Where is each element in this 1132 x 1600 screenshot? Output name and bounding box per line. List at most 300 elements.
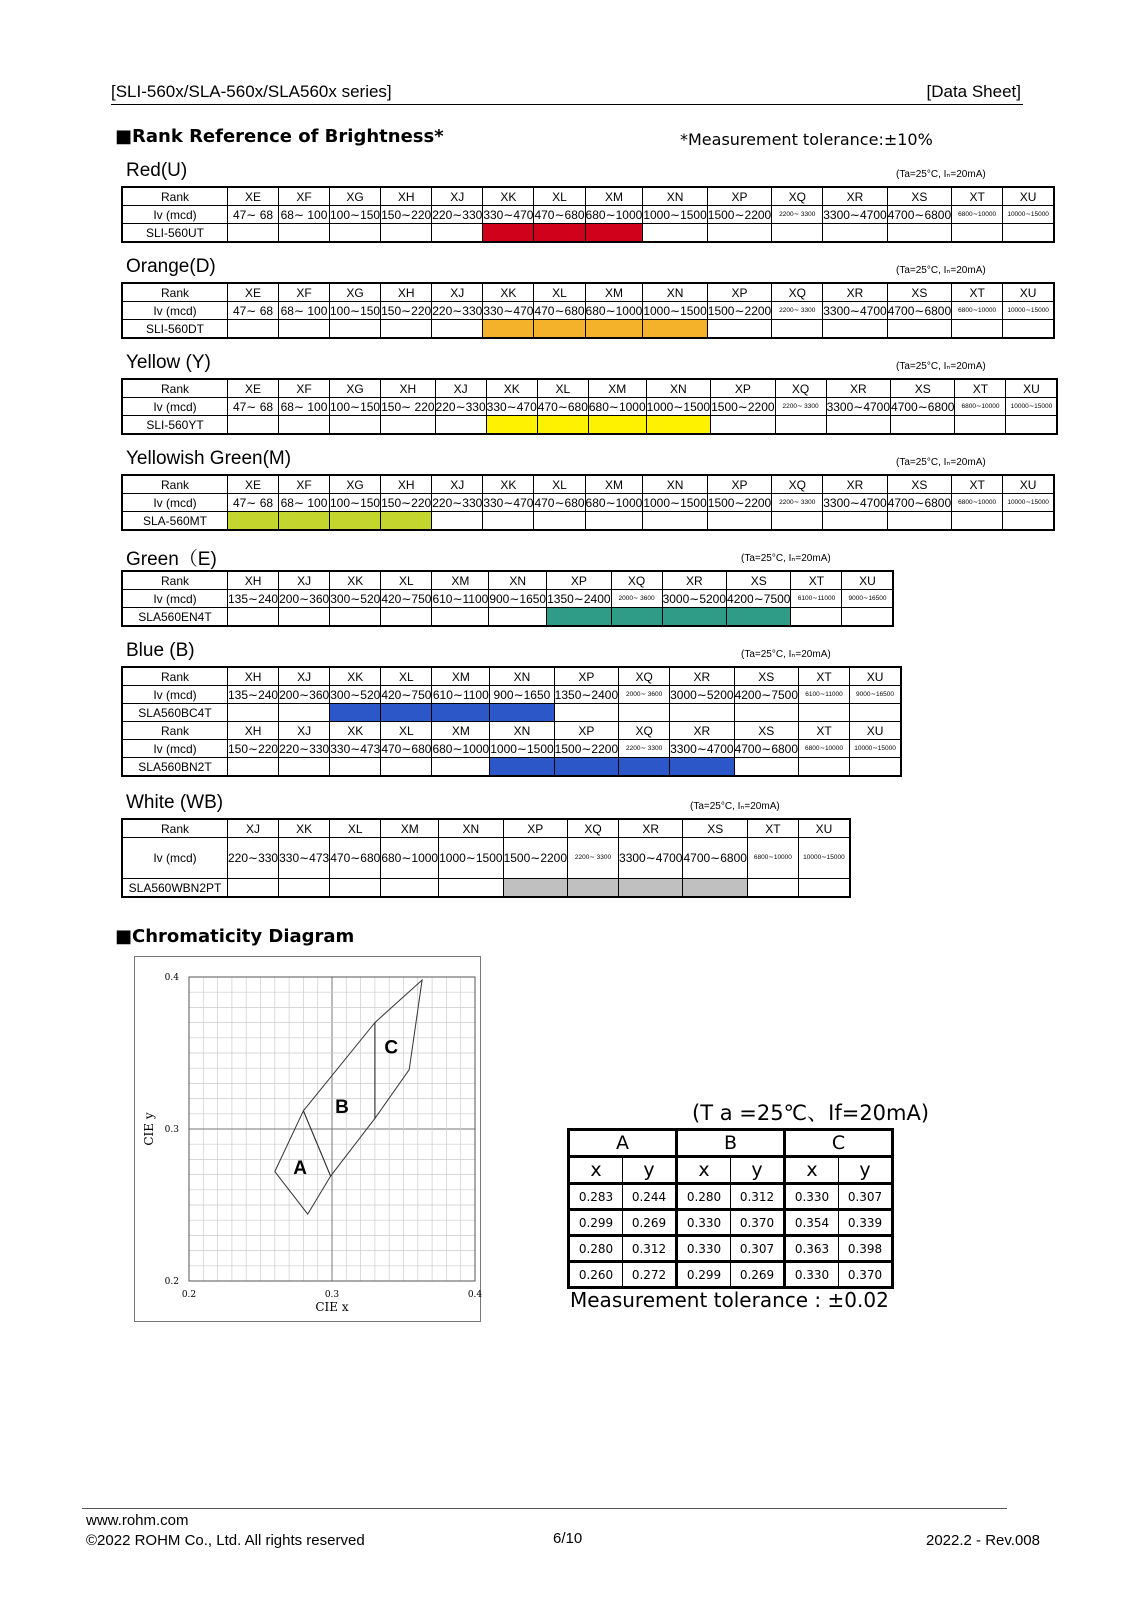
rank-cell (1003, 320, 1055, 339)
footer-site: www.rohm.com (86, 1512, 189, 1529)
footer-copyright: ©2022 ROHM Co., Ltd. All rights reserved (86, 1532, 365, 1549)
rank-cell (798, 879, 850, 898)
iv-range: 68∼ 100 (279, 302, 330, 320)
rank-code: XJ (432, 187, 483, 206)
rank-cell (228, 224, 279, 243)
x-axis-label: CIE x (315, 1300, 349, 1314)
rank-row (122, 379, 1057, 398)
rank-code: XG (330, 283, 381, 302)
group-header-row (569, 1130, 893, 1157)
red-title: Red(U) (126, 160, 188, 181)
rank-code: XH (381, 283, 432, 302)
header-series: [SLI-560x/SLA-560x/SLA560x series] (111, 82, 392, 101)
rank-code: XJ (432, 283, 483, 302)
rank-cell (772, 512, 823, 531)
blue-title: Blue (B) (126, 640, 195, 661)
rank-cell (381, 879, 439, 898)
rank-code: XK (330, 667, 381, 686)
rank-cell (432, 512, 483, 531)
iv-row (122, 302, 1054, 320)
rank-label: Rank (122, 187, 228, 206)
iv-range: 220∼330 (432, 495, 483, 510)
rank-cell (643, 512, 707, 531)
rank-row (122, 187, 1054, 206)
rank-cell (711, 416, 775, 435)
white-title: White (WB) (126, 792, 224, 813)
iv-range: 100∼150 (330, 303, 381, 318)
group-b: B (677, 1130, 785, 1157)
rank-cell (1006, 416, 1058, 435)
rank-code: XT (799, 722, 850, 740)
rank-code: XJ (432, 475, 483, 494)
iv-range: 1350∼2400 (554, 687, 619, 702)
rank-cell (483, 224, 534, 243)
rank-cell (850, 758, 902, 777)
iv-range: 680∼1000 (381, 838, 439, 879)
rank-code: XP (554, 667, 618, 686)
col-header: y (623, 1157, 677, 1184)
rank-code: XM (432, 571, 489, 590)
part-number: SLI-560DT (122, 320, 228, 339)
rank-code: XR (670, 722, 734, 740)
cell: 0.280 (677, 1184, 731, 1210)
iv-range: 1500∼2200 (711, 399, 775, 414)
rank-cell (279, 704, 330, 722)
iv-range: 330∼470 (483, 495, 534, 510)
iv-range: 1500∼2200 (503, 838, 567, 879)
rank-code: XM (381, 819, 439, 838)
iv-label: Iv (mcd) (122, 740, 228, 758)
rank-code: XS (887, 187, 951, 206)
iv-range: 100∼150 (330, 399, 381, 414)
iv-range: 420∼750 (381, 591, 432, 606)
rank-code: XK (279, 819, 330, 838)
rank-code: XK (330, 722, 381, 740)
iv-range: 220∼330 (432, 207, 483, 222)
rank-cell (670, 758, 734, 777)
iv-range: 10000∼15000 (1006, 398, 1058, 416)
rank-code: XH (381, 475, 432, 494)
blue-rank-table (121, 666, 902, 777)
rank-code: XF (279, 379, 330, 398)
cell: 0.330 (785, 1262, 839, 1288)
iv-range: 6800∼10000 (952, 302, 1003, 320)
part-number: SLA560BC4T (122, 704, 228, 722)
axis-header-row (569, 1157, 893, 1184)
rank-code: XR (826, 379, 890, 398)
footer-divider (82, 1508, 1007, 1509)
part-number: SLA560WBN2PT (122, 879, 228, 898)
rank-cell (826, 416, 890, 435)
iv-range: 4700∼6800 (683, 838, 747, 879)
group-a: A (569, 1130, 677, 1157)
iv-range: 6800∼10000 (747, 838, 798, 879)
rank-cell (619, 758, 670, 777)
iv-range: 68∼ 100 (279, 206, 330, 224)
rank-cell (330, 512, 381, 531)
rank-code: XH (228, 571, 279, 590)
part-number: SLA560BN2T (122, 758, 228, 777)
rank-code: XM (588, 379, 646, 398)
rank-code: XH (228, 722, 279, 740)
rank-cell (228, 512, 279, 531)
iv-range: 300∼520 (330, 687, 381, 702)
iv-range: 6800∼10000 (952, 206, 1003, 224)
rank-code: XS (734, 722, 798, 740)
y-tick-label: 0.4 (164, 973, 179, 983)
iv-row (122, 494, 1054, 512)
iv-range: 900∼1650 (489, 591, 547, 606)
part-number: SLA560EN4T (122, 608, 228, 627)
rank-row (122, 283, 1054, 302)
iv-range: 3300∼4700 (823, 207, 887, 222)
cell: 0.312 (623, 1236, 677, 1262)
cell: 0.330 (677, 1210, 731, 1236)
green-title: Green（E) (126, 549, 217, 570)
rank-label: Rank (122, 571, 228, 590)
iv-range: 150∼ 220 (381, 399, 435, 414)
iv-range: 470∼680 (330, 838, 381, 879)
rank-cell (228, 879, 279, 898)
cell: 0.283 (569, 1184, 623, 1210)
iv-range: 300∼520 (330, 591, 381, 606)
cell: 0.307 (839, 1184, 893, 1210)
rank-cell (381, 416, 435, 435)
iv-range: 4700∼6800 (891, 399, 955, 414)
region-label-a: A (293, 1158, 307, 1180)
iv-range: 3300∼4700 (619, 838, 683, 879)
rank-code: XU (798, 819, 850, 838)
rank-cell (823, 224, 887, 243)
rank-cell (1003, 512, 1055, 531)
rank-tolerance-note: *Measurement tolerance:±10% (680, 130, 933, 149)
rank-code: XH (381, 187, 432, 206)
iv-range: 610∼1100 (432, 591, 489, 606)
rank-code: XR (662, 571, 726, 590)
rank-code: XN (643, 475, 707, 494)
col-header: y (839, 1157, 893, 1184)
rank-code: XQ (568, 819, 619, 838)
rank-code: XU (850, 667, 902, 686)
rank-cell (588, 416, 646, 435)
rank-cell (887, 224, 951, 243)
part-row (122, 224, 1054, 243)
x-tick-label: 0.4 (467, 1290, 483, 1300)
rank-code: XU (850, 722, 902, 740)
part-number: SLI-560UT (122, 224, 228, 243)
rank-code: XL (381, 722, 432, 740)
orange-title: Orange(D) (126, 256, 216, 277)
rank-cell (381, 224, 432, 243)
page-header (111, 82, 1023, 105)
iv-range: 470∼680 (534, 303, 585, 318)
rank-code: XF (279, 187, 330, 206)
rank-cell (490, 704, 554, 722)
iv-row-2 (122, 740, 901, 758)
rank-code: XT (747, 819, 798, 838)
rank-code: XK (483, 187, 534, 206)
orange-rank-table (121, 282, 1055, 339)
rank-cell (887, 512, 951, 531)
iv-range: 47∼ 68 (228, 302, 279, 320)
rank-cell (547, 608, 611, 627)
iv-range: 3300∼4700 (823, 495, 887, 510)
iv-range: 4700∼6800 (887, 303, 952, 318)
iv-range: 4200∼7500 (727, 591, 791, 606)
iv-range: 680∼1000 (585, 207, 643, 222)
rank-code: XT (952, 283, 1003, 302)
cell: 0.339 (839, 1210, 893, 1236)
iv-range: 10000∼15000 (798, 838, 850, 879)
iv-range: 3300∼4700 (826, 399, 891, 414)
rank-label: Rank (122, 722, 228, 740)
red-rank-table (121, 186, 1055, 243)
orange-condition: (Ta=25°C, Iₙ=20mA) (896, 265, 986, 276)
rank-code: XS (683, 819, 747, 838)
green-rank-table (121, 570, 894, 627)
iv-label: Iv (mcd) (122, 206, 228, 224)
col-header: x (677, 1157, 731, 1184)
rank-cell (486, 416, 537, 435)
rank-code: XE (228, 475, 279, 494)
iv-range: 1350∼2400 (547, 591, 611, 606)
rank-cell (439, 879, 503, 898)
rank-code: XN (439, 819, 503, 838)
y-tick-label: 0.2 (164, 1277, 179, 1287)
rank-code: XR (823, 187, 887, 206)
rank-cell (432, 758, 490, 777)
rank-code: XK (486, 379, 537, 398)
rank-cell (952, 224, 1003, 243)
chromaticity-chart (135, 957, 483, 1321)
iv-row (122, 590, 893, 608)
chromaticity-diagram (134, 956, 481, 1322)
rank-code: XQ (775, 379, 826, 398)
rank-label: Rank (122, 667, 228, 686)
rank-code: XN (646, 379, 710, 398)
iv-range: 470∼680 (381, 741, 432, 756)
iv-range: 220∼330 (432, 303, 483, 318)
rank-cell (585, 320, 643, 339)
rank-code: XK (483, 283, 534, 302)
iv-range: 2200∼ 3300 (772, 302, 823, 320)
rank-code: XM (585, 283, 643, 302)
rank-code: XG (330, 475, 381, 494)
rank-code: XK (330, 571, 381, 590)
rank-row (122, 475, 1054, 494)
part-row (122, 704, 901, 722)
iv-label: Iv (mcd) (122, 302, 228, 320)
col-header: x (785, 1157, 839, 1184)
rank-cell (330, 704, 381, 722)
rank-code: XT (952, 475, 1003, 494)
rank-code: XF (279, 283, 330, 302)
iv-range: 4200∼7500 (734, 687, 799, 702)
iv-range: 10000∼15000 (1003, 302, 1055, 320)
part-row (122, 512, 1054, 531)
rank-code: XL (330, 819, 381, 838)
iv-range: 1000∼1500 (646, 399, 711, 414)
rank-cell (772, 320, 823, 339)
iv-range: 1500∼2200 (554, 741, 619, 756)
iv-label: Iv (mcd) (122, 398, 228, 416)
iv-range: 680∼1000 (588, 399, 646, 414)
yellow-rank-table (121, 378, 1058, 435)
rank-cell (381, 758, 432, 777)
iv-range: 150∼220 (381, 303, 432, 318)
part-row (122, 320, 1054, 339)
rank-cell (952, 320, 1003, 339)
rank-row (122, 667, 901, 686)
rank-code: XN (490, 667, 554, 686)
rank-code: XP (547, 571, 611, 590)
rank-code: XN (643, 283, 707, 302)
rank-cell (330, 416, 381, 435)
cell: 0.363 (785, 1236, 839, 1262)
part-number: SLA-560MT (122, 512, 228, 531)
iv-range: 6800∼10000 (952, 494, 1003, 512)
rank-cell (707, 224, 771, 243)
white-rank-table (121, 818, 851, 898)
rank-cell (330, 224, 381, 243)
iv-range: 150∼220 (228, 741, 279, 756)
header-doc-type: [Data Sheet] (926, 82, 1021, 101)
chroma-table-condition: (T a =25℃、If=20mA) (692, 1101, 930, 1125)
iv-range: 1000∼1500 (643, 303, 707, 318)
rank-cell (791, 608, 842, 627)
iv-range: 10000∼15000 (1003, 206, 1055, 224)
iv-range: 1000∼1500 (643, 495, 707, 510)
rank-cell (585, 224, 643, 243)
group-c: C (785, 1130, 893, 1157)
rank-cell (228, 704, 279, 722)
rank-code: XJ (435, 379, 486, 398)
rank-cell (381, 512, 432, 531)
cell: 0.398 (839, 1236, 893, 1262)
rank-code: XP (707, 283, 771, 302)
rank-cell (670, 704, 734, 722)
rank-cell (747, 879, 798, 898)
yellow-condition: (Ta=25°C, Iₙ=20mA) (896, 361, 986, 372)
rank-cell (891, 416, 955, 435)
rank-cell (228, 608, 279, 627)
iv-range: 100∼150 (330, 207, 381, 222)
rank-cell (683, 879, 747, 898)
rank-code: XH (228, 667, 279, 686)
rank-cell (483, 512, 534, 531)
iv-range: 200∼360 (279, 687, 330, 702)
table-row (569, 1184, 893, 1210)
ygreen-title: Yellowish Green(M) (126, 448, 292, 469)
iv-range: 4700∼6800 (887, 207, 952, 222)
iv-range: 68∼ 100 (279, 398, 330, 416)
part-row (122, 608, 893, 627)
iv-range: 1500∼2200 (707, 303, 772, 318)
rank-code: XT (791, 571, 842, 590)
cell: 0.370 (731, 1210, 785, 1236)
iv-range: 2200∼ 3300 (772, 206, 823, 224)
rank-code: XR (823, 475, 887, 494)
iv-range: 680∼1000 (585, 303, 643, 318)
rank-code: XR (670, 667, 734, 686)
ygreen-condition: (Ta=25°C, Iₙ=20mA) (896, 457, 986, 468)
cell: 0.299 (677, 1262, 731, 1288)
cell: 0.269 (623, 1210, 677, 1236)
rank-code: XJ (279, 667, 330, 686)
white-condition: (Ta=25°C, Iₙ=20mA) (690, 801, 780, 812)
iv-label: Iv (mcd) (122, 494, 228, 512)
iv-range: 1000∼1500 (439, 838, 503, 879)
rank-cell (799, 704, 850, 722)
rank-cell (534, 320, 585, 339)
rank-code: XS (887, 475, 951, 494)
rank-cell (279, 512, 330, 531)
rank-code: XQ (772, 475, 823, 494)
rank-cell (850, 704, 902, 722)
iv-range: 47∼ 68 (228, 494, 279, 512)
iv-range: 1000∼1500 (643, 207, 707, 222)
rank-cell (432, 704, 490, 722)
rank-code: XU (1006, 379, 1058, 398)
iv-range: 135∼240 (228, 591, 279, 606)
rank-code: XE (228, 187, 279, 206)
iv-range: 330∼473 (279, 838, 330, 879)
chroma-tolerance-note: Measurement tolerance : ±0.02 (570, 1288, 889, 1312)
rank-cell (537, 416, 588, 435)
cell: 0.312 (731, 1184, 785, 1210)
rank-code: XM (432, 722, 490, 740)
cell: 0.269 (731, 1262, 785, 1288)
iv-range: 2200∼ 3300 (775, 398, 826, 416)
cell: 0.244 (623, 1184, 677, 1210)
region-label-c: C (384, 1037, 399, 1059)
iv-range: 420∼750 (381, 687, 432, 702)
iv-row (122, 838, 850, 879)
rank-code: XJ (228, 819, 279, 838)
iv-range: 680∼1000 (432, 741, 490, 756)
iv-range: 135∼240 (228, 687, 279, 702)
table-row (569, 1262, 893, 1288)
rank-cell (381, 704, 432, 722)
rank-code: XQ (772, 283, 823, 302)
iv-row (122, 206, 1054, 224)
rank-code: XN (490, 722, 554, 740)
table-row (569, 1236, 893, 1262)
iv-range: 150∼220 (381, 495, 432, 510)
rank-cell (228, 416, 279, 435)
rank-cell (228, 758, 279, 777)
green-condition: (Ta=25°C, Iₙ=20mA) (741, 553, 831, 564)
x-tick-label: 0.2 (181, 1290, 197, 1300)
iv-label: Iv (mcd) (122, 590, 228, 608)
iv-range: 2000∼ 3600 (611, 590, 662, 608)
rank-cell (330, 608, 381, 627)
iv-range: 47∼ 68 (228, 398, 279, 416)
rank-cell (432, 608, 489, 627)
rank-cell (952, 512, 1003, 531)
rank-code: XJ (279, 571, 330, 590)
rank-cell (330, 320, 381, 339)
iv-range: 330∼470 (483, 207, 534, 222)
iv-range: 330∼473 (330, 741, 381, 756)
cell: 0.307 (731, 1236, 785, 1262)
rank-cell (534, 512, 585, 531)
rank-cell (619, 879, 683, 898)
rank-cell (823, 320, 887, 339)
rank-code: XP (707, 187, 771, 206)
rank-code: XR (823, 283, 887, 302)
rank-cell (799, 758, 850, 777)
